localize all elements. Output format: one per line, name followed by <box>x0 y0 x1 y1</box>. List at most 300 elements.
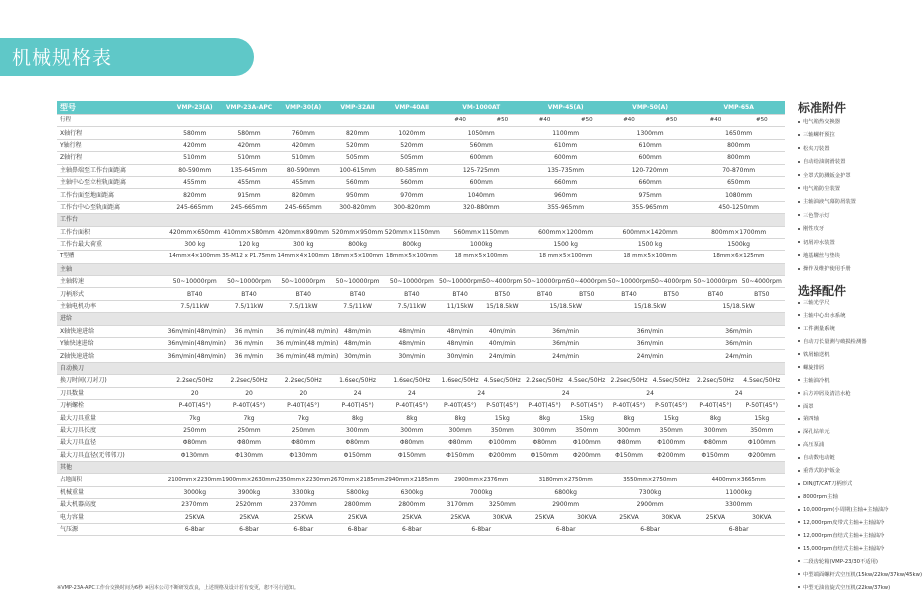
accessory-label: 铁屑输送机 <box>803 351 830 358</box>
bullet-icon <box>798 241 800 243</box>
table-cell: Φ150mm <box>608 449 650 461</box>
table-cell: 50~10000rpm <box>168 276 222 288</box>
table-cell: 7.5/11kW <box>385 300 439 312</box>
table-cell: 600mm×1420mm <box>608 226 692 238</box>
accessory-label: 刚性攻牙 <box>803 226 825 233</box>
table-cell: 36 m/min <box>222 338 276 350</box>
table-cell: 50~10000rpm <box>385 276 439 288</box>
table-cell: BT40 <box>523 288 565 300</box>
accessory-label: 8000rpm主轴 <box>803 494 838 501</box>
table-cell: P-50T(45°) <box>739 399 785 411</box>
table-cell: 1050mm <box>439 127 523 139</box>
accessory-label: 三轴螺杆预拉 <box>803 132 835 139</box>
table-cell: 24m/min <box>692 350 785 362</box>
table-cell: 7300kg <box>608 486 692 498</box>
table-cell: 50~10000rpm <box>692 276 738 288</box>
model-header: VMP-32AⅡ <box>330 101 384 115</box>
accessory-label: 中型无油齿旋式空压机(22kw/37kw) <box>803 584 891 591</box>
accessory-label: 电气箱热交换器 <box>803 119 841 125</box>
bullet-icon <box>798 134 800 136</box>
table-row <box>57 437 785 449</box>
table-cell: 560mm×1150mm <box>439 226 523 238</box>
row-label: 最大机器高度 <box>57 499 168 511</box>
table-cell: 25KVA <box>439 511 481 523</box>
table-cell: 8kg <box>330 412 384 424</box>
table-cell: 36m/min <box>608 325 692 337</box>
model-header: VMP-23A-APC <box>222 101 276 115</box>
table-cell: 760mm <box>276 127 330 139</box>
table-row <box>57 325 785 337</box>
accessory-label: 主轴油冷机 <box>803 377 830 384</box>
table-cell: 450-1250mm <box>692 201 785 213</box>
optional-accessories-title: 选择配件 <box>798 284 847 298</box>
table-row <box>57 276 785 288</box>
table-cell: 250mm <box>276 424 330 436</box>
table-cell: 30m/min <box>385 350 439 362</box>
table-cell: 800kg <box>330 238 384 250</box>
row-label: Z轴行程 <box>57 152 168 164</box>
table-row <box>57 523 785 535</box>
table-cell: 36 m/min(48 m/min) <box>276 338 330 350</box>
row-label: Y轴行程 <box>57 139 168 151</box>
table-cell: 24 <box>439 387 523 399</box>
table-cell: 48m/min <box>385 338 439 350</box>
table-cell: BT40 <box>385 288 439 300</box>
table-cell: P-40T(45°) <box>439 399 481 411</box>
table-cell: 100-615mm <box>330 164 384 176</box>
bullet-icon <box>798 573 800 575</box>
accessory-label: 10,000rpm(小周期)主轴+主轴油冷 <box>803 507 889 513</box>
table-cell: 25KVA <box>523 511 565 523</box>
table-cell: 3180mm×2750mm <box>523 474 607 486</box>
table-row <box>57 412 785 424</box>
row-label: 最大刀具直径 <box>57 437 168 449</box>
row-label: 换刀时间(刀对刀) <box>57 375 168 387</box>
table-cell: 600mm <box>523 152 607 164</box>
table-cell: 6-8bar <box>222 523 276 535</box>
table-cell: 300 kg <box>276 238 330 250</box>
accessory-label: 12,000rpm直结式主轴+主轴油冷 <box>803 532 885 539</box>
table-cell: #50 <box>481 115 523 127</box>
bullet-icon <box>798 314 800 316</box>
table-cell: 2350mm×2230mm <box>276 474 330 486</box>
table-cell: 2670mm×2185mm <box>330 474 384 486</box>
table-cell: #50 <box>739 115 785 127</box>
section-label: 其他 <box>57 461 785 473</box>
table-cell: Φ80mm <box>439 437 481 449</box>
table-cell: 915mm <box>222 189 276 201</box>
table-cell: 3000kg <box>168 486 222 498</box>
table-cell: 7kg <box>276 412 330 424</box>
table-cell: 20 <box>168 387 222 399</box>
spec-table-body <box>57 115 785 536</box>
accessory-item <box>798 530 922 543</box>
table-cell: 2.2sec/50Hz <box>168 375 222 387</box>
table-cell: 36m/min <box>692 338 785 350</box>
bullet-icon <box>798 379 800 381</box>
row-label: X轴快速进给 <box>57 325 168 337</box>
table-row <box>57 288 785 300</box>
bullet-icon <box>798 161 800 163</box>
table-cell: 18 mm×5×100mm <box>523 251 607 263</box>
table-cell: BT40 <box>168 288 222 300</box>
accessory-label: 中型端面螺杆式空压机(15kw/22kw/37kw/45kw) <box>803 571 922 578</box>
table-cell: 1900mm×2630mm <box>222 474 276 486</box>
table-cell: 420mm <box>222 139 276 151</box>
table-cell: 245-665mm <box>168 201 222 213</box>
table-cell: 15kg <box>566 412 608 424</box>
accessory-label: 主轴中心出水系统 <box>803 312 846 319</box>
table-cell: 600mm <box>439 176 523 188</box>
table-row <box>57 474 785 486</box>
table-row <box>57 486 785 498</box>
table-cell: 36m/min(48m/min) <box>168 350 222 362</box>
section-label: 工作台 <box>57 214 785 226</box>
table-cell: 50~10000rpm <box>276 276 330 288</box>
table-cell: 560mm <box>439 139 523 151</box>
table-cell: 48m/min <box>330 338 384 350</box>
footnote: ※VMP-23A-APC工作台交换时间为6秒 ※因本公司不断研发改良，上述规格及设计若有变更，恕不另行通知。 <box>57 585 299 591</box>
table-cell: 36m/min <box>523 325 607 337</box>
table-cell: 1500 kg <box>523 238 607 250</box>
row-label: 行程 <box>57 115 168 127</box>
table-cell: 1040mm <box>439 189 523 201</box>
table-cell: 2.2sec/50Hz <box>608 375 650 387</box>
table-cell: 420mm×890mm <box>276 226 330 238</box>
accessory-label: 三色警示灯 <box>803 212 830 219</box>
table-cell: 24 <box>385 387 439 399</box>
table-cell: BT40 <box>439 288 481 300</box>
table-cell: 250mm <box>168 424 222 436</box>
accessory-label: 螺旋排屑 <box>803 364 825 371</box>
row-label: 主轴转速 <box>57 276 168 288</box>
bullet-icon <box>798 483 800 485</box>
row-label: 主轴鼻端至工作台面距离 <box>57 164 168 176</box>
accessory-item <box>798 210 856 223</box>
model-header: VMP-40AⅡ <box>385 101 439 115</box>
table-cell: 70-870mm <box>692 164 785 176</box>
accessory-label: 松夹刀装置 <box>803 145 830 152</box>
row-label: X轴行程 <box>57 127 168 139</box>
table-cell: 15kg <box>481 412 523 424</box>
accessory-item <box>798 582 922 595</box>
table-cell: 510mm <box>222 152 276 164</box>
section-label: 自动换刀 <box>57 362 785 374</box>
table-cell: 300-820mm <box>330 201 384 213</box>
table-cell: #40 <box>439 115 481 127</box>
table-row <box>57 251 785 263</box>
table-cell: 36 m/min(48 m/min) <box>276 325 330 337</box>
optional-accessories-list <box>798 297 922 595</box>
table-cell: 25KVA <box>330 511 384 523</box>
row-label: 工作台面至地面距离 <box>57 189 168 201</box>
table-row <box>57 350 785 362</box>
table-cell: 1500 kg <box>608 238 692 250</box>
accessory-item <box>798 223 856 236</box>
bullet-icon <box>798 174 800 176</box>
table-cell: Φ80mm <box>608 437 650 449</box>
table-cell: Φ200mm <box>566 449 608 461</box>
table-cell: Φ100mm <box>739 437 785 449</box>
table-cell: 3550mm×2750mm <box>608 474 692 486</box>
row-label: 刀柄形式 <box>57 288 168 300</box>
accessory-item <box>798 263 856 276</box>
table-cell: Φ80mm <box>222 437 276 449</box>
bullet-icon <box>798 201 800 203</box>
table-cell: 4.5sec/50Hz <box>650 375 692 387</box>
table-cell: 2900mm×2376mm <box>439 474 523 486</box>
table-cell: 6-8bar <box>439 523 523 535</box>
table-cell <box>385 115 439 127</box>
table-cell: 24 <box>330 387 384 399</box>
table-cell: 36m/min <box>608 338 692 350</box>
table-cell: 560mm <box>330 176 384 188</box>
table-cell: 50~10000rpm <box>222 276 276 288</box>
table-cell: 50~10000rpm <box>439 276 481 288</box>
table-cell: 30KVA <box>481 511 523 523</box>
table-cell: 15/18.5kW <box>692 300 785 312</box>
table-row <box>57 424 785 436</box>
table-cell: 300mm <box>692 424 738 436</box>
table-cell: 80-590mm <box>276 164 330 176</box>
table-cell: Φ150mm <box>692 449 738 461</box>
table-cell: P-40T(45°) <box>276 399 330 411</box>
table-cell: 30KVA <box>650 511 692 523</box>
table-cell: 48m/min <box>439 325 481 337</box>
table-cell: P-40T(45°) <box>330 399 384 411</box>
accessory-item <box>798 439 922 452</box>
accessory-item <box>798 543 922 556</box>
accessory-label: 三轴光学尺 <box>803 300 830 306</box>
table-cell: 80-585mm <box>385 164 439 176</box>
table-cell: 520mm×950mm <box>330 226 384 238</box>
accessory-label: 15,000rpm直结式主轴+主轴油冷 <box>803 545 885 552</box>
bullet-icon <box>798 187 800 189</box>
table-cell: 8kg <box>439 412 481 424</box>
table-row <box>57 127 785 139</box>
table-cell: 48m/min <box>439 338 481 350</box>
table-cell: 5800kg <box>330 486 384 498</box>
table-cell: 1020mm <box>385 127 439 139</box>
table-cell: 800mm×1700mm <box>692 226 785 238</box>
standard-accessories-list <box>798 116 856 277</box>
table-cell: 650mm <box>692 176 785 188</box>
bullet-icon <box>798 470 800 472</box>
table-cell: 125-725mm <box>439 164 523 176</box>
table-cell: 820mm <box>168 189 222 201</box>
accessory-item <box>798 569 922 582</box>
table-cell: 245-665mm <box>276 201 330 213</box>
table-row <box>57 511 785 523</box>
accessory-label: 自动给油润滑装置 <box>803 159 846 166</box>
table-cell: 6-8bar <box>385 523 439 535</box>
table-cell: 7000kg <box>439 486 523 498</box>
table-cell: 560mm <box>385 176 439 188</box>
table-cell: 1100mm <box>523 127 607 139</box>
table-cell: BT40 <box>276 288 330 300</box>
bullet-icon <box>798 327 800 329</box>
table-cell: 300mm <box>523 424 565 436</box>
table-row <box>57 152 785 164</box>
accessory-label: 地基螺丝与垫块 <box>803 252 841 259</box>
row-label: 最大刀具长度 <box>57 424 168 436</box>
table-cell: 600mm <box>439 152 523 164</box>
table-cell: 2.2sec/50Hz <box>276 375 330 387</box>
table-cell: 800mm <box>692 152 785 164</box>
accessory-item <box>798 336 922 349</box>
table-cell: 24m/min <box>481 350 523 362</box>
table-cell: 25KVA <box>276 511 330 523</box>
table-cell: 520mm <box>385 139 439 151</box>
table-cell: 15/18.5kW <box>608 300 692 312</box>
bullet-icon <box>798 405 800 407</box>
row-label: Z轴快速进给 <box>57 350 168 362</box>
accessory-item <box>798 491 922 504</box>
table-cell: 2800mm <box>330 499 384 511</box>
table-cell: 350mm <box>566 424 608 436</box>
accessory-item <box>798 237 856 250</box>
accessory-item <box>798 116 856 129</box>
bullet-icon <box>798 431 800 433</box>
table-row <box>57 375 785 387</box>
model-header: VMP-23(A) <box>168 101 222 115</box>
table-cell: Φ130mm <box>222 449 276 461</box>
table-cell: Φ80mm <box>330 437 384 449</box>
table-cell: BT50 <box>481 288 523 300</box>
accessory-label: 后方冲屑及清洁水枪 <box>803 390 851 397</box>
model-header: VMP-65A <box>692 101 785 115</box>
bullet-icon <box>798 496 800 498</box>
table-row <box>57 300 785 312</box>
accessory-item <box>798 375 922 388</box>
section-row <box>57 313 785 325</box>
accessory-item <box>798 401 922 414</box>
bullet-icon <box>798 521 800 523</box>
table-cell: 505mm <box>385 152 439 164</box>
table-cell: 20 <box>276 387 330 399</box>
table-cell: 510mm <box>168 152 222 164</box>
table-cell: 4.5sec/50Hz <box>739 375 785 387</box>
table-cell: 15kg <box>739 412 785 424</box>
table-cell: 1080mm <box>692 189 785 201</box>
table-cell: 6-8bar <box>276 523 330 535</box>
table-cell: 4400mm×3665mm <box>692 474 785 486</box>
bullet-icon <box>798 509 800 511</box>
accessory-item <box>798 556 922 569</box>
bullet-icon <box>798 254 800 256</box>
table-cell <box>222 115 276 127</box>
table-cell: 50~4000rpm <box>481 276 523 288</box>
table-cell: 1.6sec/50Hz <box>330 375 384 387</box>
table-cell: Φ200mm <box>739 449 785 461</box>
table-cell: 2.2sec/50Hz <box>523 375 565 387</box>
standard-accessories-title: 标准附件 <box>798 101 847 115</box>
accessory-item <box>798 413 922 426</box>
accessory-label: 全罩式防溅钣金护罩 <box>803 172 851 179</box>
row-label: 工作台面积 <box>57 226 168 238</box>
accessory-item <box>798 156 856 169</box>
model-header: VMP-30(A) <box>276 101 330 115</box>
section-label: 主轴 <box>57 263 785 275</box>
table-cell <box>330 115 384 127</box>
table-cell: 15kg <box>650 412 692 424</box>
table-cell: #50 <box>566 115 608 127</box>
table-cell: 36 m/min <box>222 350 276 362</box>
table-cell: 24 <box>523 387 607 399</box>
table-cell: 3900kg <box>222 486 276 498</box>
table-cell: 420mm <box>168 139 222 151</box>
accessory-item <box>798 504 922 517</box>
table-cell: 24 <box>692 387 785 399</box>
table-cell: 6-8bar <box>523 523 607 535</box>
table-row <box>57 387 785 399</box>
table-cell: 355-965mm <box>608 201 692 213</box>
bullet-icon <box>798 418 800 420</box>
table-cell: 20 <box>222 387 276 399</box>
table-cell: 30KVA <box>739 511 785 523</box>
table-cell: 7kg <box>168 412 222 424</box>
table-cell: 25KVA <box>692 511 738 523</box>
table-cell: 1300mm <box>608 127 692 139</box>
accessory-label: 切屑冲水装置 <box>803 239 835 246</box>
table-cell: 11/15kW <box>439 300 481 312</box>
table-cell: P-50T(45°) <box>650 399 692 411</box>
table-cell: 6800kg <box>523 486 607 498</box>
accessory-label: 二段齿轮箱(VMP-23/30不适用) <box>803 558 878 565</box>
accessory-label: 第四轴 <box>803 416 819 423</box>
table-cell: 580mm <box>222 127 276 139</box>
table-cell: P-50T(45°) <box>566 399 608 411</box>
table-cell: 3300kg <box>276 486 330 498</box>
table-cell: 11000kg <box>692 486 785 498</box>
table-cell: 455mm <box>168 176 222 188</box>
table-cell: 820mm <box>276 189 330 201</box>
table-cell: 3300mm <box>692 499 785 511</box>
table-cell: 4.5sec/50Hz <box>481 375 523 387</box>
table-cell: 2520mm <box>222 499 276 511</box>
model-header: VM-1000AT <box>439 101 523 115</box>
row-label: 电力容量 <box>57 511 168 523</box>
table-cell: 14mm×4×100mm <box>168 251 222 263</box>
accessory-item <box>798 310 922 323</box>
table-cell: 30m/min <box>439 350 481 362</box>
table-cell: 50~10000rpm <box>608 276 650 288</box>
table-cell: 36m/min <box>523 338 607 350</box>
bullet-icon <box>798 340 800 342</box>
accessory-item <box>798 478 922 491</box>
table-cell: P-40T(45°) <box>168 399 222 411</box>
bullet-icon <box>798 147 800 149</box>
table-row <box>57 139 785 151</box>
table-cell: 48m/min <box>330 325 384 337</box>
table-cell: 36m/min(48m/min) <box>168 325 222 337</box>
table-cell: 24 <box>608 387 692 399</box>
table-row <box>57 499 785 511</box>
table-cell: Φ80mm <box>523 437 565 449</box>
table-cell: BT50 <box>739 288 785 300</box>
table-cell: 520mm×1150mm <box>385 226 439 238</box>
bullet-icon <box>798 302 800 304</box>
accessory-item <box>798 129 856 142</box>
table-cell: 50~10000rpm <box>330 276 384 288</box>
table-cell: 610mm <box>523 139 607 151</box>
table-cell: 3170mm <box>439 499 481 511</box>
table-row <box>57 201 785 213</box>
table-cell: Φ200mm <box>481 449 523 461</box>
table-cell: 18 mm×5×100mm <box>608 251 692 263</box>
table-cell: P-40T(45°) <box>608 399 650 411</box>
table-cell: 975mm <box>608 189 692 201</box>
